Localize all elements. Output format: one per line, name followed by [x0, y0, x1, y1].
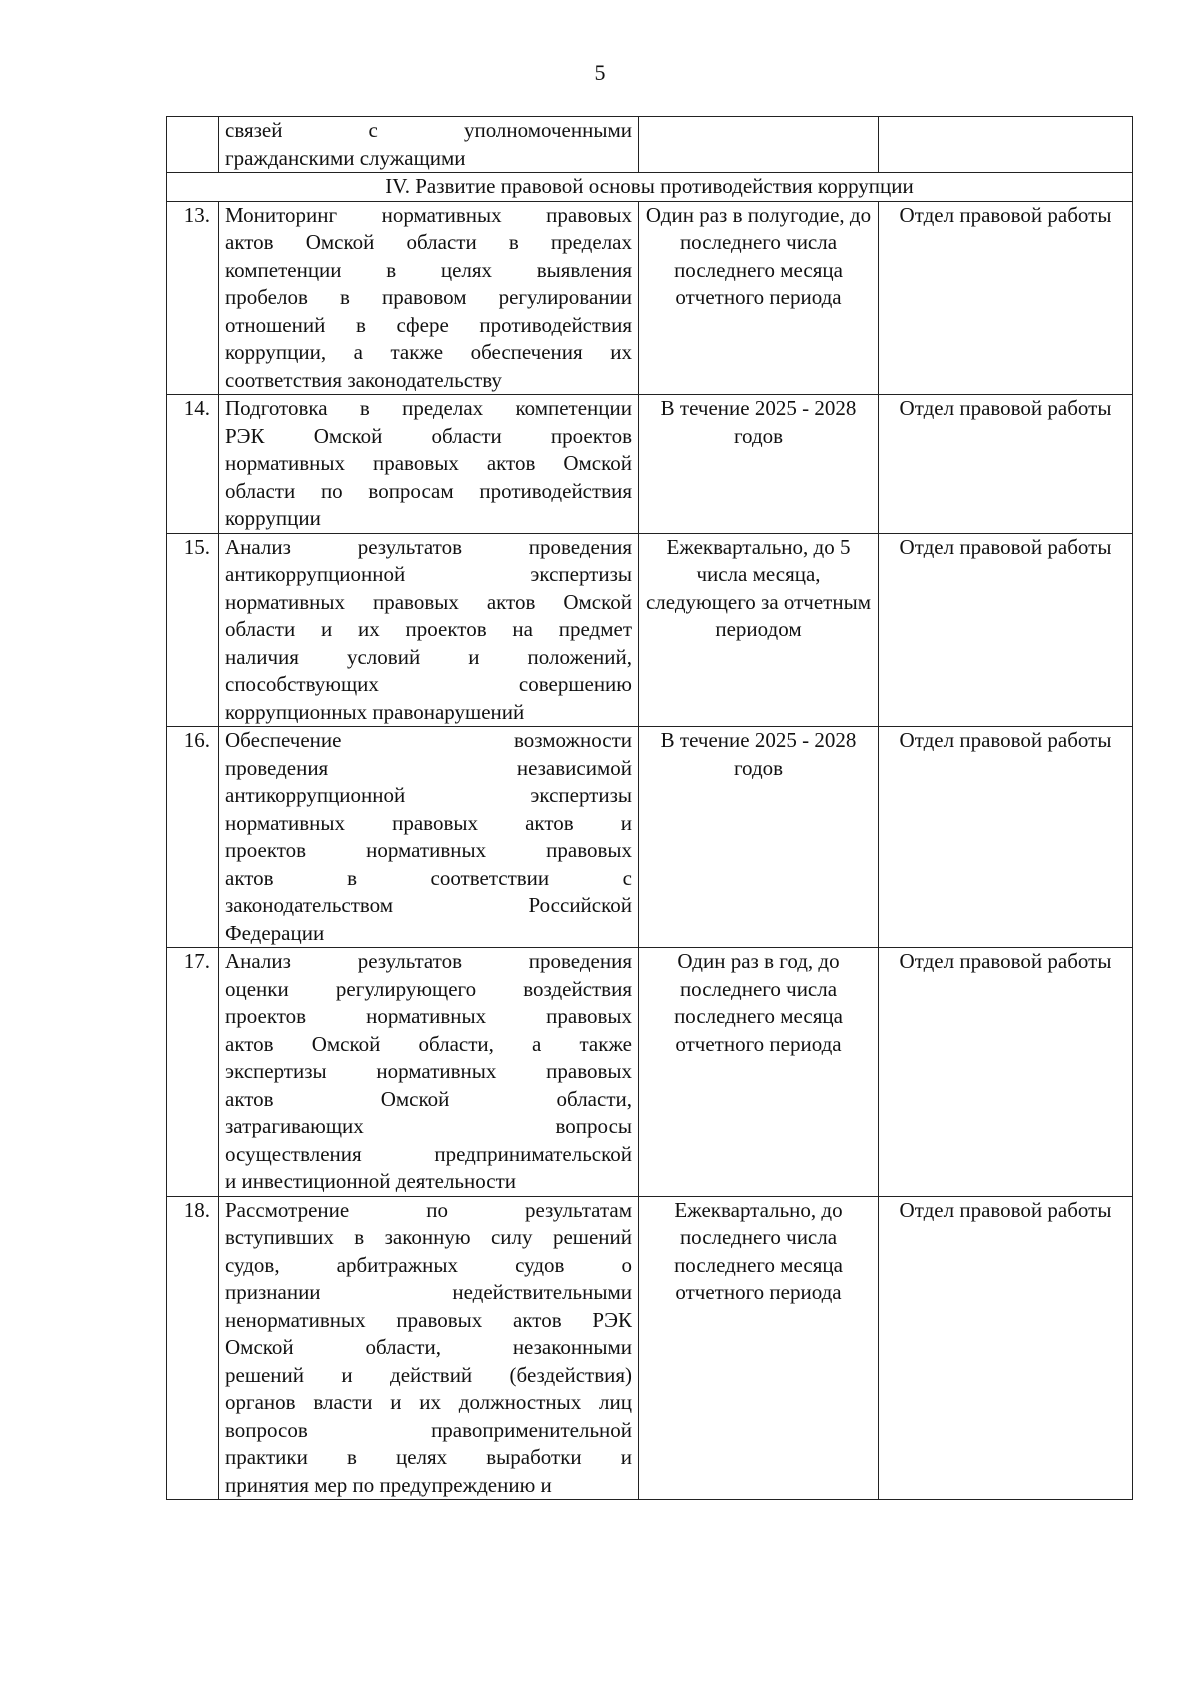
description-line: антикоррупционной экспертизы [225, 783, 632, 807]
description-line: Анализ результатов проведения [225, 534, 632, 559]
row-description [219, 948, 639, 1197]
description-line: актов в соответствии с [225, 865, 632, 890]
description-line: Федерации [225, 920, 325, 945]
description-line: признании недействительными [225, 1280, 632, 1304]
row-term: В течение 2025 - 2028 годов [639, 395, 879, 534]
table-row [167, 533, 1133, 727]
description-line: осуществления предпринимательской [225, 1141, 632, 1166]
description-line: вступивших в законную силу решений [225, 1225, 632, 1249]
description-line: гражданскими служащими [225, 145, 466, 170]
row-description [219, 201, 639, 395]
row-term: Ежеквартально, до 5 числа месяца, следующего за отчетным периодом [639, 533, 879, 727]
row-number: 16. [167, 727, 219, 948]
row-term: В течение 2025 - 2028 годов [639, 727, 879, 948]
table-row [167, 117, 1133, 173]
row-number: 14. [167, 395, 219, 534]
description-line: решений и действий (бездействия) [225, 1362, 632, 1387]
description-line: оценки регулирующего воздействия [225, 976, 632, 1001]
description-line: Обеспечение возможности [225, 728, 632, 752]
description-line: пробелов в правовом регулировании [225, 285, 632, 309]
description-line: наличия условий и положений, [225, 644, 632, 669]
table-row [167, 727, 1133, 948]
description-line: нормативных правовых актов Омской [225, 451, 632, 475]
description-line: Анализ результатов проведения [225, 949, 632, 973]
section-header-row [167, 173, 1133, 202]
row-number: 17. [167, 948, 219, 1197]
table-row [167, 201, 1133, 395]
row-number: 18. [167, 1196, 219, 1500]
description-line: соответствия законодательству [225, 367, 502, 392]
row-responsible [879, 117, 1133, 173]
description-line: нормативных правовых актов и [225, 810, 632, 835]
description-line: законодательством Российской [225, 893, 632, 917]
description-line: РЭК Омской области проектов [225, 423, 632, 448]
section-title: IV. Развитие правовой основы противодействия коррупции [167, 173, 1133, 202]
description-line: способствующих совершению [225, 672, 632, 696]
row-description [219, 727, 639, 948]
description-line: антикоррупционной экспертизы [225, 562, 632, 586]
row-description [219, 533, 639, 727]
row-number: 15. [167, 533, 219, 727]
description-line: актов Омской области, а также [225, 1031, 632, 1056]
description-line: нормативных правовых актов Омской [225, 589, 632, 614]
row-term [639, 117, 879, 173]
page-number: 5 [594, 60, 606, 85]
row-term: Один раз в полугодие, до последнего числа последнего месяца отчетного периода [639, 201, 879, 395]
description-line: коррупционных правонарушений [225, 699, 525, 724]
description-line: экспертизы нормативных правовых [225, 1059, 632, 1083]
row-responsible: Отдел правовой работы [879, 727, 1133, 948]
description-line: области по вопросам противодействия [225, 478, 632, 503]
row-description [219, 117, 639, 173]
row-description [219, 1196, 639, 1500]
description-line: отношений в сфере противодействия [225, 312, 632, 337]
description-line: Подготовка в пределах компетенции [225, 396, 632, 420]
row-responsible: Отдел правовой работы [879, 1196, 1133, 1500]
table-row [167, 948, 1133, 1197]
description-line: принятия мер по предупреждению и [225, 1472, 552, 1497]
row-description [219, 395, 639, 534]
row-term: Один раз в год, до последнего числа последнего месяца отчетного периода [639, 948, 879, 1197]
row-responsible: Отдел правовой работы [879, 533, 1133, 727]
description-line: вопросов правоприменительной [225, 1417, 632, 1442]
description-line: практики в целях выработки и [225, 1445, 632, 1469]
description-line: судов, арбитражных судов о [225, 1252, 632, 1277]
row-responsible: Отдел правовой работы [879, 395, 1133, 534]
description-line: актов Омской области, [225, 1086, 632, 1111]
description-line: Омской области, незаконными [225, 1335, 632, 1359]
description-line: компетенции в целях выявления [225, 257, 632, 282]
description-line: коррупции, а также обеспечения их [225, 340, 632, 364]
description-line: области и их проектов на предмет [225, 617, 632, 641]
description-line: проектов нормативных правовых [225, 838, 632, 862]
description-line: ненормативных правовых актов РЭК [225, 1307, 632, 1332]
description-line: Мониторинг нормативных правовых [225, 202, 632, 227]
description-line: коррупции [225, 506, 321, 530]
table-row [167, 1196, 1133, 1500]
description-line: проведения независимой [225, 755, 632, 780]
measures-table [166, 116, 1133, 1500]
description-line: связей с уполномоченными [225, 118, 632, 142]
row-number [167, 117, 219, 173]
row-number: 13. [167, 201, 219, 395]
description-line: органов власти и их должностных лиц [225, 1390, 632, 1414]
description-line: и инвестиционной деятельности [225, 1169, 516, 1193]
description-line: актов Омской области в пределах [225, 230, 632, 254]
row-term: Ежеквартально, до последнего числа последнего месяца отчетного периода [639, 1196, 879, 1500]
row-responsible: Отдел правовой работы [879, 201, 1133, 395]
table-row [167, 395, 1133, 534]
row-responsible: Отдел правовой работы [879, 948, 1133, 1197]
description-line: затрагивающих вопросы [225, 1114, 632, 1138]
description-line: Рассмотрение по результатам [225, 1197, 632, 1222]
description-line: проектов нормативных правовых [225, 1004, 632, 1028]
